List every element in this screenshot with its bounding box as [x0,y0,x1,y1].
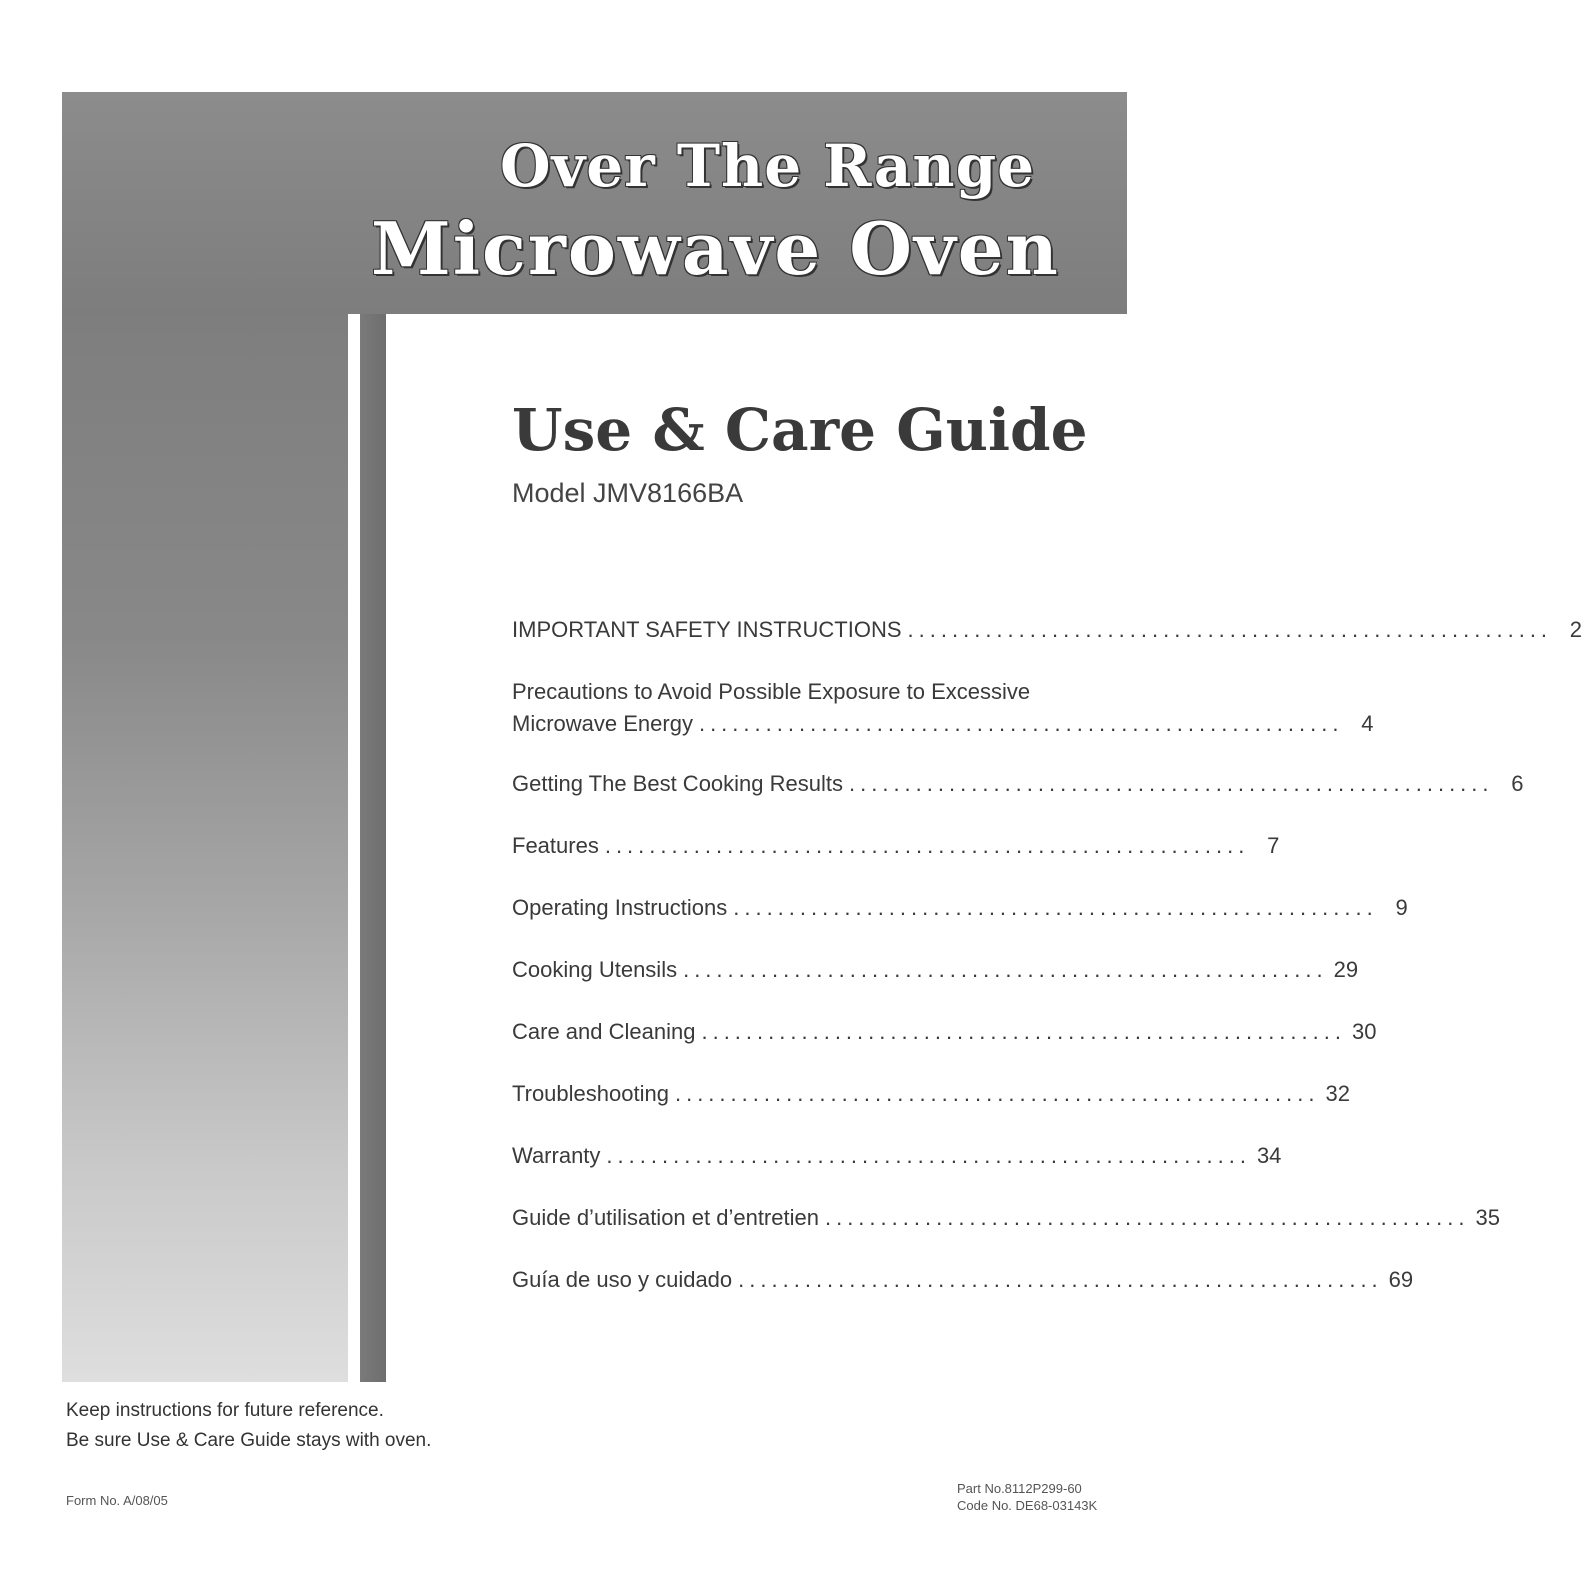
toc-page: 32 [1325,1081,1350,1106]
toc-item-utensils[interactable] [512,954,1359,986]
toc-label: Troubleshooting [512,1081,669,1106]
toc-page: 29 [1333,957,1359,982]
toc-leader: .......................................................... [698,711,1344,736]
keep-line-1: Keep instructions for future reference. [66,1400,384,1421]
toc-leader: .......................................................... [674,1081,1320,1106]
toc-page: 4 [1361,711,1374,736]
toc-leader: .......................................................... [604,833,1250,858]
toc-item-spanish-guide[interactable] [512,1264,1414,1296]
keep-instructions-note [66,1396,431,1456]
title-over-the-range: Over The Range [500,132,1036,200]
code-number: Code No. DE68-03143K [957,1498,1098,1513]
vertical-divider-bar [348,314,386,1382]
toc-label: Care and Cleaning [512,1019,696,1044]
toc-item-troubleshooting[interactable] [512,1078,1350,1110]
toc-label: Guide d’utilisation et d’entretien [512,1205,819,1230]
part-number: Part No.8112P299-60 [957,1481,1082,1496]
part-code-numbers [957,1480,1097,1514]
toc-leader: .......................................................... [701,1019,1346,1044]
toc-item-features[interactable] [512,830,1280,862]
toc-page: 9 [1395,895,1408,920]
model-number: Model JMV8166BA [512,478,744,508]
toc-item-cooking-results[interactable] [512,768,1524,800]
toc-page: 30 [1351,1019,1377,1044]
toc-leader: .......................................................... [733,895,1378,920]
title-microwave-oven: Microwave Oven [371,206,1060,291]
toc-page: 6 [1511,771,1524,796]
toc-label: Features [512,833,599,858]
toc-item-precautions[interactable] [512,676,1374,740]
toc-leader: .......................................................... [738,1267,1383,1292]
toc-leader: .......................................................... [683,957,1328,982]
toc-leader: .......................................................... [824,1205,1470,1230]
form-number: Form No. A/08/05 [66,1493,168,1508]
toc-page: 7 [1267,833,1280,858]
toc-leader: .......................................................... [606,1143,1251,1168]
toc-page: 35 [1475,1205,1500,1230]
toc-label: Guía de uso y cuidado [512,1267,733,1292]
toc-item-safety[interactable] [512,614,1582,646]
toc-label: Operating Instructions [512,895,728,920]
toc-leader: .......................................................... [849,771,1494,796]
toc-label: Warranty [512,1143,601,1168]
toc-item-operating[interactable] [512,892,1408,924]
toc-item-care-cleaning[interactable] [512,1016,1377,1048]
toc-label-continued: Microwave Energy [512,711,693,736]
toc-label: Cooking Utensils [512,957,678,982]
toc-label: Getting The Best Cooking Results [512,771,843,796]
toc-label: IMPORTANT SAFETY INSTRUCTIONS [512,617,902,642]
toc-page: 69 [1388,1267,1414,1292]
keep-line-2: Be sure Use & Care Guide stays with oven. [66,1430,432,1451]
toc-leader: .......................................................... [907,617,1553,642]
toc-label: Precautions to Avoid Possible Exposure to Excessive [512,679,1031,704]
toc-page: 34 [1256,1143,1282,1168]
left-gradient-panel [62,314,348,1382]
guide-title: Use & Care Guide [512,396,1088,464]
toc-page: 2 [1569,617,1582,642]
toc-item-french-guide[interactable] [512,1202,1500,1234]
toc-item-warranty[interactable] [512,1140,1282,1172]
